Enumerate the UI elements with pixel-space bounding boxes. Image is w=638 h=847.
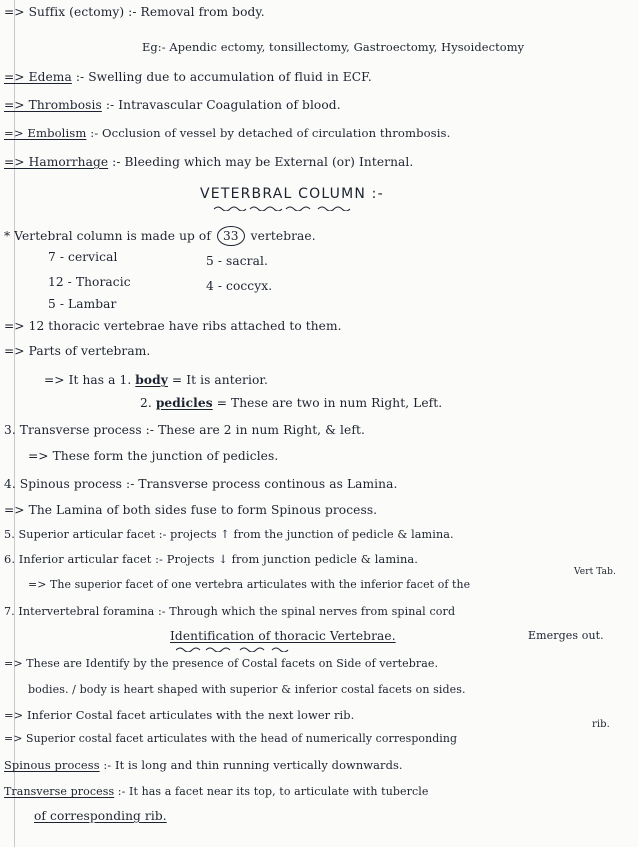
text-pedicles-c: = These are two in num Right, Left. [212,396,443,410]
text-examples: Eg:- Apendic ectomy, tonsillectomy, Gastroectomy, Hysoidectomy [142,40,525,54]
line-spinous-process-thoracic [4,760,403,771]
text-note-rib: rib. [592,719,610,730]
line-hamorrhage [4,156,413,168]
term-embolism: => Embolism [4,126,87,140]
line-transverse-process-thoracic [4,786,428,797]
line-sacral [206,255,268,267]
term-body: body [135,373,168,387]
line-heart-shaped [28,684,466,695]
text-lamina-fuse: => The Lamina of both sides fuse to form Spinous process. [4,503,378,517]
text-cervical: 7 - cervical [48,250,118,264]
line-edema [4,71,372,83]
text-junction-pedicles: => These form the junction of pedicles. [28,449,279,463]
text-subtitle-identification: Identification of thoracic Vertebrae. [170,629,396,643]
text-suffix-ectomy: => Suffix (ectomy) :- Removal from body. [4,5,265,19]
line-superior-articular-facet [4,529,454,540]
def-thrombosis: :- Intravascular Coagulation of blood. [101,98,341,112]
term-thrombosis: => Thrombosis [4,98,102,112]
text-body-c: = It is anterior. [167,373,268,387]
line-body [44,374,268,386]
text-body-a: => It has a 1. [44,373,136,387]
title-wavy-underline [214,206,364,211]
line-lamina-fuse [4,504,377,516]
line-inferior-costal-facet [4,710,354,721]
line-superior-costal-facet [4,734,457,745]
def-hamorrhage: :- Bleeding which may be External (or) Internal. [108,155,414,169]
def-transverse-process: :- It has a facet near its top, to articulate with tubercle [114,785,429,798]
line-suffix-ectomy [4,6,265,18]
text-pedicles-a: 2. [140,396,156,410]
text-emerges-out: Emerges out. [528,629,604,642]
term-edema: => Edema [4,70,72,84]
def-spinous-process: :- It is long and thin running vertically downwards. [99,758,403,772]
text-vertebral-count-a: * Vertebral column is made up of [4,229,211,243]
def-edema: :- Swelling due to accumulation of fluid in ECF. [71,70,372,84]
line-intervertebral-foramina [4,606,455,617]
line-corresponding-rib [34,810,167,822]
text-vertebral-count-b: vertebrae. [250,229,316,243]
line-thoracic [48,276,131,288]
subtitle-identification-thoracic [170,630,396,642]
line-coccyx [206,280,272,292]
line-vertebral-count [4,226,316,246]
text-corresponding-rib: of corresponding rib. [34,809,167,823]
def-embolism: :- Occlusion of vessel by detached of circulation thrombosis. [86,126,451,140]
text-transverse-process: 3. Transverse process :- These are 2 in num Right, & left. [4,423,365,437]
term-pedicles: pedicles [155,396,213,410]
text-inferior-costal-facet: => Inferior Costal facet articulates with the next lower rib. [4,708,355,722]
line-superior-facet-articulates [28,580,470,591]
subtitle-wavy-underline [176,647,296,652]
term-transverse-process: Transverse process [4,785,115,798]
line-parts-of-vertebram [4,345,150,357]
circled-number-33: 33 [217,226,245,246]
line-transverse-process [4,424,365,436]
line-emerges-out [528,630,604,641]
text-ribs-attached: => 12 thoracic vertebrae have ribs attached to them. [4,319,342,333]
section-title-vertebral-column: VETERBRAL COLUMN :- [200,186,384,202]
text-identify-costal-facets: => These are Identify by the presence of Costal facets on Side of vertebrae. [4,657,439,670]
line-embolism [4,128,450,140]
text-superior-costal-facet: => Superior costal facet articulates with the head of numerically corresponding [4,732,458,745]
text-heart-shaped: bodies. / body is heart shaped with superior & inferior costal facets on sides. [28,683,466,696]
text-parts-of-vertebram: => Parts of vertebram. [4,344,151,358]
line-thrombosis [4,99,341,111]
text-spinous-process: 4. Spinous process :- Transverse process continous as Lamina. [4,477,398,491]
line-cervical [48,251,117,263]
term-hamorrhage: => Hamorrhage [4,155,109,169]
text-note-vert-tab: Vert Tab. [574,567,616,577]
line-pedicles [140,397,442,409]
line-spinous-process [4,478,397,490]
text-intervertebral-foramina: 7. Intervertebral foramina :- Through which the spinal nerves from spinal cord [4,605,456,618]
line-identify-costal-facets [4,658,438,669]
line-examples [142,42,524,53]
note-rib [592,720,610,730]
line-lambar [48,298,116,310]
text-thoracic: 12 - Thoracic [48,275,131,289]
text-sacral: 5 - sacral. [206,254,268,268]
text-coccyx: 4 - coccyx. [206,279,273,293]
text-inferior-articular-facet: 6. Inferior articular facet :- Projects ↓ from junction pedicle & lamina. [4,552,419,566]
text-superior-articular-facet: 5. Superior articular facet :- projects ↑ from the junction of pedicle & lamina. [4,528,454,541]
line-ribs-attached [4,320,342,332]
term-spinous-process: Spinous process [4,758,100,772]
text-superior-facet-articulates: => The superior facet of one vertebra articulates with the inferior facet of the [28,578,471,591]
line-junction-pedicles [28,450,278,462]
text-lambar: 5 - Lambar [48,297,117,311]
line-inferior-articular-facet [4,554,418,565]
note-vert-tab [574,568,616,577]
